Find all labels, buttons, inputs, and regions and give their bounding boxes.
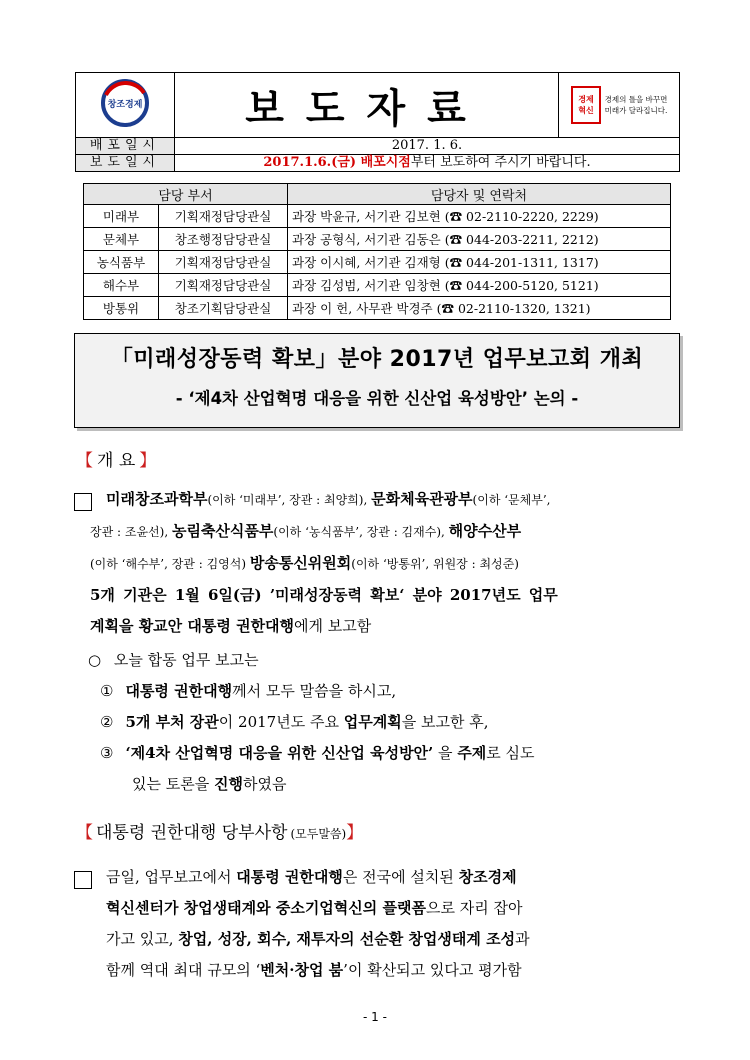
org-cell: 방통위 bbox=[84, 297, 159, 320]
checkbox-icon bbox=[74, 871, 92, 893]
text-run: 함께 역대 최대 규모의 ‘ bbox=[106, 961, 261, 979]
overview-line bbox=[90, 516, 686, 548]
list-item bbox=[100, 676, 690, 707]
circle-bullet-icon: ○ bbox=[88, 651, 102, 669]
section-remarks-title: 대통령 권한대행 당부사항 bbox=[96, 823, 288, 843]
list-item-continuation: 있는 토론을 진행하였음 bbox=[132, 775, 287, 793]
text-run: 과 bbox=[515, 930, 530, 948]
list-item bbox=[100, 738, 690, 769]
press-header-table bbox=[75, 72, 680, 172]
distribution-date-label: 배포일시 bbox=[76, 138, 175, 155]
overview-line bbox=[106, 484, 686, 516]
table-row bbox=[84, 274, 671, 297]
logo-text: 창조경제 bbox=[107, 100, 143, 110]
dept-cell: 기획재정담당관실 bbox=[159, 251, 288, 274]
text-run: 은 전국에 설치된 bbox=[342, 868, 459, 886]
report-date-value bbox=[175, 155, 680, 172]
overview-line bbox=[90, 548, 686, 580]
section-overview-title: 개 요 bbox=[97, 451, 136, 471]
overview-line: 계획을 황교안 대통령 권한대행에게 보고함 bbox=[90, 617, 372, 635]
org-cell: 문체부 bbox=[84, 228, 159, 251]
contact-cell: 과장 공형식, 서기관 김동은 (☎ 044-203-2211, 2212) bbox=[288, 228, 671, 251]
contact-cell: 과장 이시혜, 서기관 김재형 (☎ 044-201-1311, 1317) bbox=[288, 251, 671, 274]
text-run: 금일, 업무보고에서 bbox=[106, 868, 237, 886]
text-run: 창조경제 bbox=[458, 868, 517, 886]
table-row bbox=[84, 297, 671, 320]
distribution-date-value: 2017. 1. 6. bbox=[175, 138, 680, 155]
text-run: (이하 ‘문체부’, bbox=[472, 493, 551, 507]
sub-intro: 오늘 합동 업무 보고는 bbox=[113, 651, 259, 669]
contacts-header-person: 담당자 및 연락처 bbox=[288, 184, 671, 205]
remarks-paragraph bbox=[106, 862, 686, 986]
list-number: ③ bbox=[100, 744, 114, 762]
text-run: 미래창조과학부 bbox=[106, 490, 208, 508]
text-run: 문화체육관광부 bbox=[371, 490, 473, 508]
dept-cell: 기획재정담당관실 bbox=[159, 205, 288, 228]
dept-cell: 창조행정담당관실 bbox=[159, 228, 288, 251]
section-overview-heading: 【 개 요 】 bbox=[76, 451, 157, 471]
text-run: 으로 자리 잡아 bbox=[425, 899, 523, 917]
text-run: 방송통신위원회 bbox=[249, 554, 352, 572]
overview-paragraph bbox=[90, 484, 686, 642]
svg-text:혁신: 혁신 bbox=[577, 106, 594, 115]
text-run: (이하 ‘방통위’, 위원장 : 최성준) bbox=[351, 557, 519, 571]
text-run: 농림축산식품부 bbox=[171, 522, 274, 540]
creative-economy-logo bbox=[96, 77, 154, 129]
text-run: 창업, 성장, 회수, 재투자의 선순환 창업생태계 조성 bbox=[178, 930, 516, 948]
text-run: 혁신센터가 창업생태계와 중소기업혁신의 플랫폼 bbox=[106, 899, 426, 917]
text-run: 께서 모두 말씀을 하시고, bbox=[232, 682, 397, 700]
report-date-rest: 부터 보도하여 주시기 바랍니다. bbox=[410, 155, 591, 170]
remarks-line bbox=[106, 955, 686, 986]
checkbox-icon bbox=[74, 493, 92, 515]
text-run: 장관 : 조윤선), bbox=[90, 525, 172, 539]
economic-reform-icon bbox=[571, 86, 601, 124]
org-cell: 농식품부 bbox=[84, 251, 159, 274]
text-run: ‘제4차 산업혁명 대응을 위한 신산업 육성방안’ bbox=[125, 744, 434, 762]
text-run: 을 보고한 후, bbox=[401, 713, 489, 731]
text-run: 을 bbox=[433, 744, 458, 762]
headline-subtitle: - ‘제4차 산업혁명 대응을 위한 신산업 육성방안’ 논의 - bbox=[175, 389, 579, 408]
org-cell: 미래부 bbox=[84, 205, 159, 228]
report-date-red: 2017.1.6.(금) 배포시점 bbox=[263, 155, 411, 170]
headline-box bbox=[74, 333, 680, 428]
remarks-line bbox=[106, 893, 686, 924]
remarks-line bbox=[106, 862, 686, 893]
contact-cell: 과장 박윤규, 서기관 김보현 (☎ 02-2110-2220, 2229) bbox=[288, 205, 671, 228]
remarks-line bbox=[106, 924, 686, 955]
overview-line: 5개 기관은 1월 6일(금) ’미래성장동력 확보‘ 분야 2017년도 업무 bbox=[90, 586, 558, 604]
reform-logo-cell bbox=[559, 73, 680, 138]
list-item bbox=[100, 707, 690, 738]
text-run: 5개 부처 장관 bbox=[125, 713, 219, 731]
text-run: 주제 bbox=[457, 744, 487, 762]
sub-bullet bbox=[88, 645, 259, 676]
list-number: ① bbox=[100, 682, 114, 700]
slogan-line-2: 미래가 달라집니다. bbox=[604, 106, 668, 115]
list-number: ② bbox=[100, 713, 114, 731]
text-run: 업무계획 bbox=[343, 713, 402, 731]
org-cell: 해수부 bbox=[84, 274, 159, 297]
table-row bbox=[84, 228, 671, 251]
contact-cell: 과장 김성범, 서기관 임창현 (☎ 044-200-5120, 5121) bbox=[288, 274, 671, 297]
section-remarks-heading: 【 대통령 권한대행 당부사항 (모두말씀)】 bbox=[76, 823, 364, 843]
text-run: 벤처·창업 붐 bbox=[260, 961, 344, 979]
contacts-table bbox=[83, 183, 671, 320]
slogan-line-1: 경제의 틀을 바꾸면 bbox=[604, 95, 668, 104]
dept-cell: 창조기획담당관실 bbox=[159, 297, 288, 320]
table-row bbox=[84, 205, 671, 228]
text-run: 이 2017년도 주요 bbox=[218, 713, 344, 731]
text-run: (이하 ‘미래부’, 장관 : 최양희), bbox=[207, 493, 372, 507]
report-date-label: 보도일시 bbox=[76, 155, 175, 172]
contacts-header-dept: 담당 부서 bbox=[84, 184, 288, 205]
dept-cell: 기획재정담당관실 bbox=[159, 274, 288, 297]
numbered-list bbox=[100, 676, 690, 800]
text-run: ’이 확산되고 있다고 평가함 bbox=[343, 961, 522, 979]
text-run: 해양수산부 bbox=[448, 522, 522, 540]
press-release-title: 보도자료 bbox=[175, 73, 559, 138]
svg-text:경제: 경제 bbox=[577, 95, 594, 104]
page-number: - 1 - bbox=[363, 1010, 387, 1024]
text-run: (이하 ‘농식품부’, 장관 : 김재수), bbox=[273, 525, 449, 539]
contact-cell: 과장 이 헌, 사무관 박경주 (☎ 02-2110-1320, 1321) bbox=[288, 297, 671, 320]
text-run: 대통령 권한대행 bbox=[236, 868, 343, 886]
text-run: 가고 있고, bbox=[106, 930, 179, 948]
headline-title: 「미래성장동력 확보」분야 2017년 업무보고회 개최 bbox=[110, 347, 644, 372]
text-run: 로 심도 bbox=[486, 744, 535, 762]
table-row bbox=[84, 251, 671, 274]
text-run: 대통령 권한대행 bbox=[125, 682, 233, 700]
creative-economy-logo-cell bbox=[76, 73, 175, 138]
text-run: (이하 ‘해수부’, 장관 : 김영석) bbox=[90, 557, 250, 571]
